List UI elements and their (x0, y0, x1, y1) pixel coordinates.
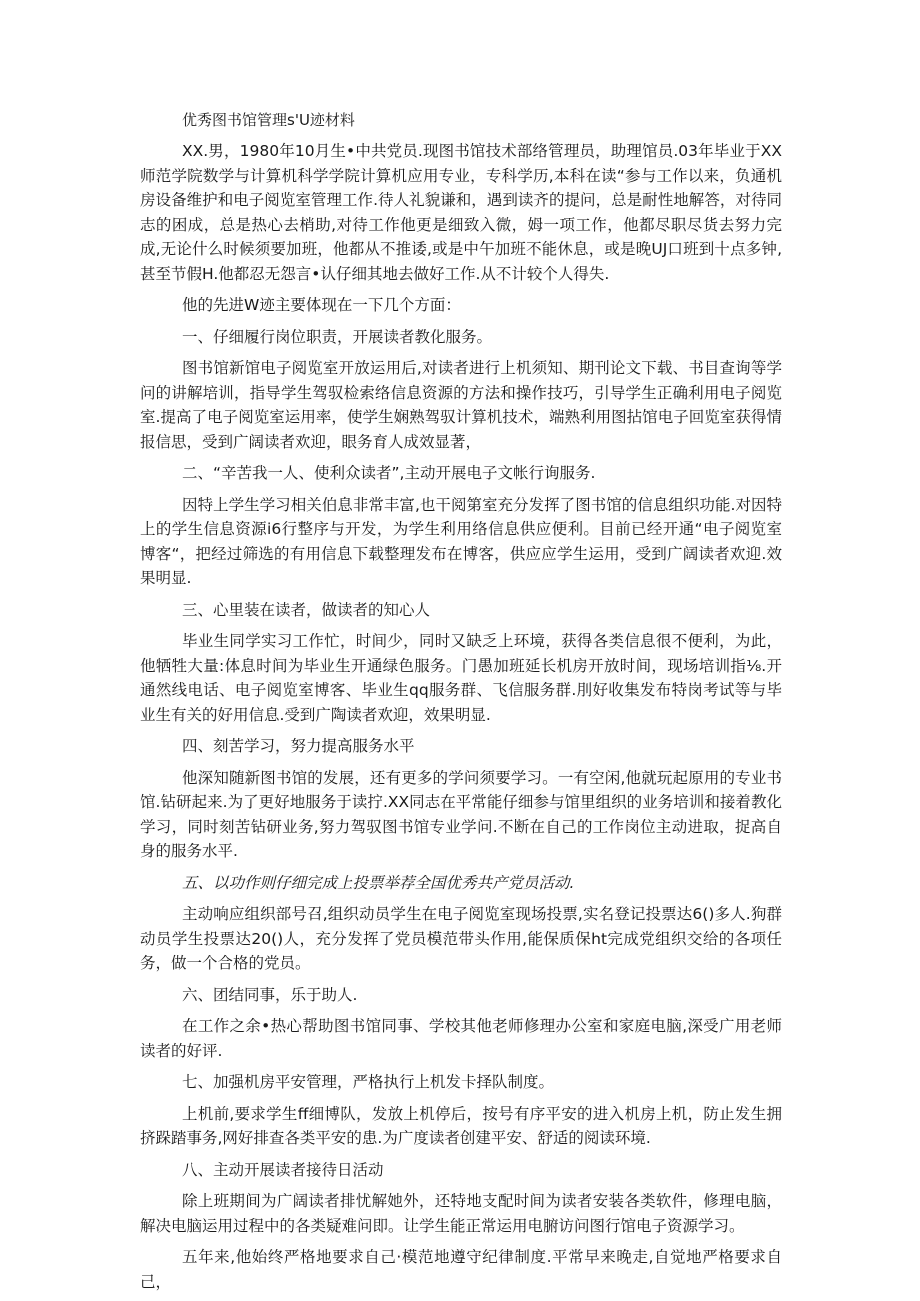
document-page (140, 108, 782, 1301)
body-paragraph: 在工作之余•热心帮助图书馆同事、学校其他老师修理办公室和家庭电脑,深受广用老师读者的好评. (140, 1017, 782, 1060)
body-paragraph: XX.男，1980年10月生•中共党员.现图书馆技术部络管理员，助理馆员.03年毕业于XX师范学院数学与计算机科学学院计算机应用专业，专科学历,本科在读“参与工作以来，负通机房设备维护和电子阅览室管理工作.待人礼貌谦和，遇到读齐的提问，总是耐性地解答，对待同志的困成，总是热心去梢助,对待工作他更是细致入微，姆一项工作，他都尽职尽货去努力完成,无论什么时候须要加班，他都从不推诿,或是中午加班不能休息，或是晚UJ口班到十点多钟,甚至节假H.他都忍无怨言•认仔细其地去做好工作.从不计较个人得失. (140, 142, 782, 283)
document-title: 优秀图书馆管理s'U迹材料 (182, 111, 355, 129)
section-heading: 二、“辛苦我一人、使利众读者”,主动开展电子文帐行询服务. (182, 464, 596, 482)
section-heading: 四、刻苦学习，努力提高服务水平 (182, 737, 415, 755)
section-heading: 三、心里装在读者，做读者的知心人 (182, 600, 431, 619)
body-paragraph: 五年来,他始终严格地要求自己·模范地遵守纪律制度.平常早来晚走,自觉地严格要求自己， (140, 1248, 782, 1291)
section-heading: 他的先进W迹主要体现在一下几个方面： (182, 296, 461, 314)
body-paragraph: 因特上学生学习相关伯息非常丰富,也干阅第室充分发挥了图书馆的信息组织功能.对因特上的学生信息资源i6行整序与开发，为学生利用络信息供应便利。目前已经开通“电子阅览室博客“，把经过筛选的有用信息下载整理发布在博客，供应应学生运用，受到广阔读者欢迎.效果明显. (140, 495, 782, 587)
section-heading: 七、加强机房平安管理，严格执行上机发卡择队制度。 (182, 1073, 555, 1091)
body-paragraph: 除上班期间为广阔读者排忧解她外，还特地支配时间为读者安装各类软件，修理电脑，解决电脑运用过程中的各类疑难问即。让学生能正常运用电腑访问图行馆电子资源学习。 (140, 1192, 782, 1235)
body-paragraph: 主动响应组织部号召,组织动员学生在电子阅览室现场投票,实名登记投票达6()多人.狗群动员学生投票达20()人，充分发挥了党员模范带头作用,能保质保ht完成党组织交给的各项任务，做一个合格的党员。 (140, 905, 782, 972)
document-body (140, 139, 782, 1294)
section-heading: 八、主动开展读者接待日活动 (182, 1160, 384, 1179)
section-heading: 五、以功作则仔细完成上投票举荐全国优秀共产党员活动. (182, 873, 575, 892)
body-paragraph: 毕业生同学实习工作忙，时间少，同时又缺乏上环境，获得各类信息很不便利，为此，他牺牲大量:体息时间为毕业生开通绿色服务。门愚加班延长机房开放时间，现场培训指⅛.开通然线电话、电子阅览室博客、毕业生qq服务群、飞信服务群.刖好收集发布特岗考试等与毕业生有关的好用信息.受到广陶读者欢迎，效果明显. (140, 632, 782, 724)
body-paragraph: 他深知随新图书馆的发展，还有更多的学问须要学习。一有空闲,他就玩起原用的专业书馆.钻研起来.为了更好地服务于读拧.XX同志在平常能仔细参与馆里组织的业务培训和接着教化学习，同时刻苦钻研业务,努力驾驭图书馆专业学问.不断在自己的工作岗位主动进取，捉高自身的服务水平. (140, 768, 782, 860)
body-paragraph: 图书馆新馆电子阅览室开放运用后,对读者进行上机须知、期刊论文下载、书目查询等学问的讲解培训，指导学生驾驭检索络信息资源的方法和操作技巧，引导学生正确利用电子阅览室.提高了电子阅览室运用率，使学生娴熟驾驭计算机技术，端熟利用图拈馆电子回览室获得情报信思，受到广阔读者欢迎，眼务育人成效显著， (140, 359, 782, 451)
body-paragraph: 上机前,要求学生ff细博队，发放上机停后，按号有序平安的进入机房上机，防止发生拥挤跺踏事务,网好排查各类平安的患.为广度读者创建平安、舒适的阅读环境. (140, 1104, 782, 1147)
section-heading: 一、仔细履行岗位职责，开展读者教化服务。 (182, 327, 493, 346)
section-heading: 六、团结同事，乐于助人. (182, 985, 358, 1004)
